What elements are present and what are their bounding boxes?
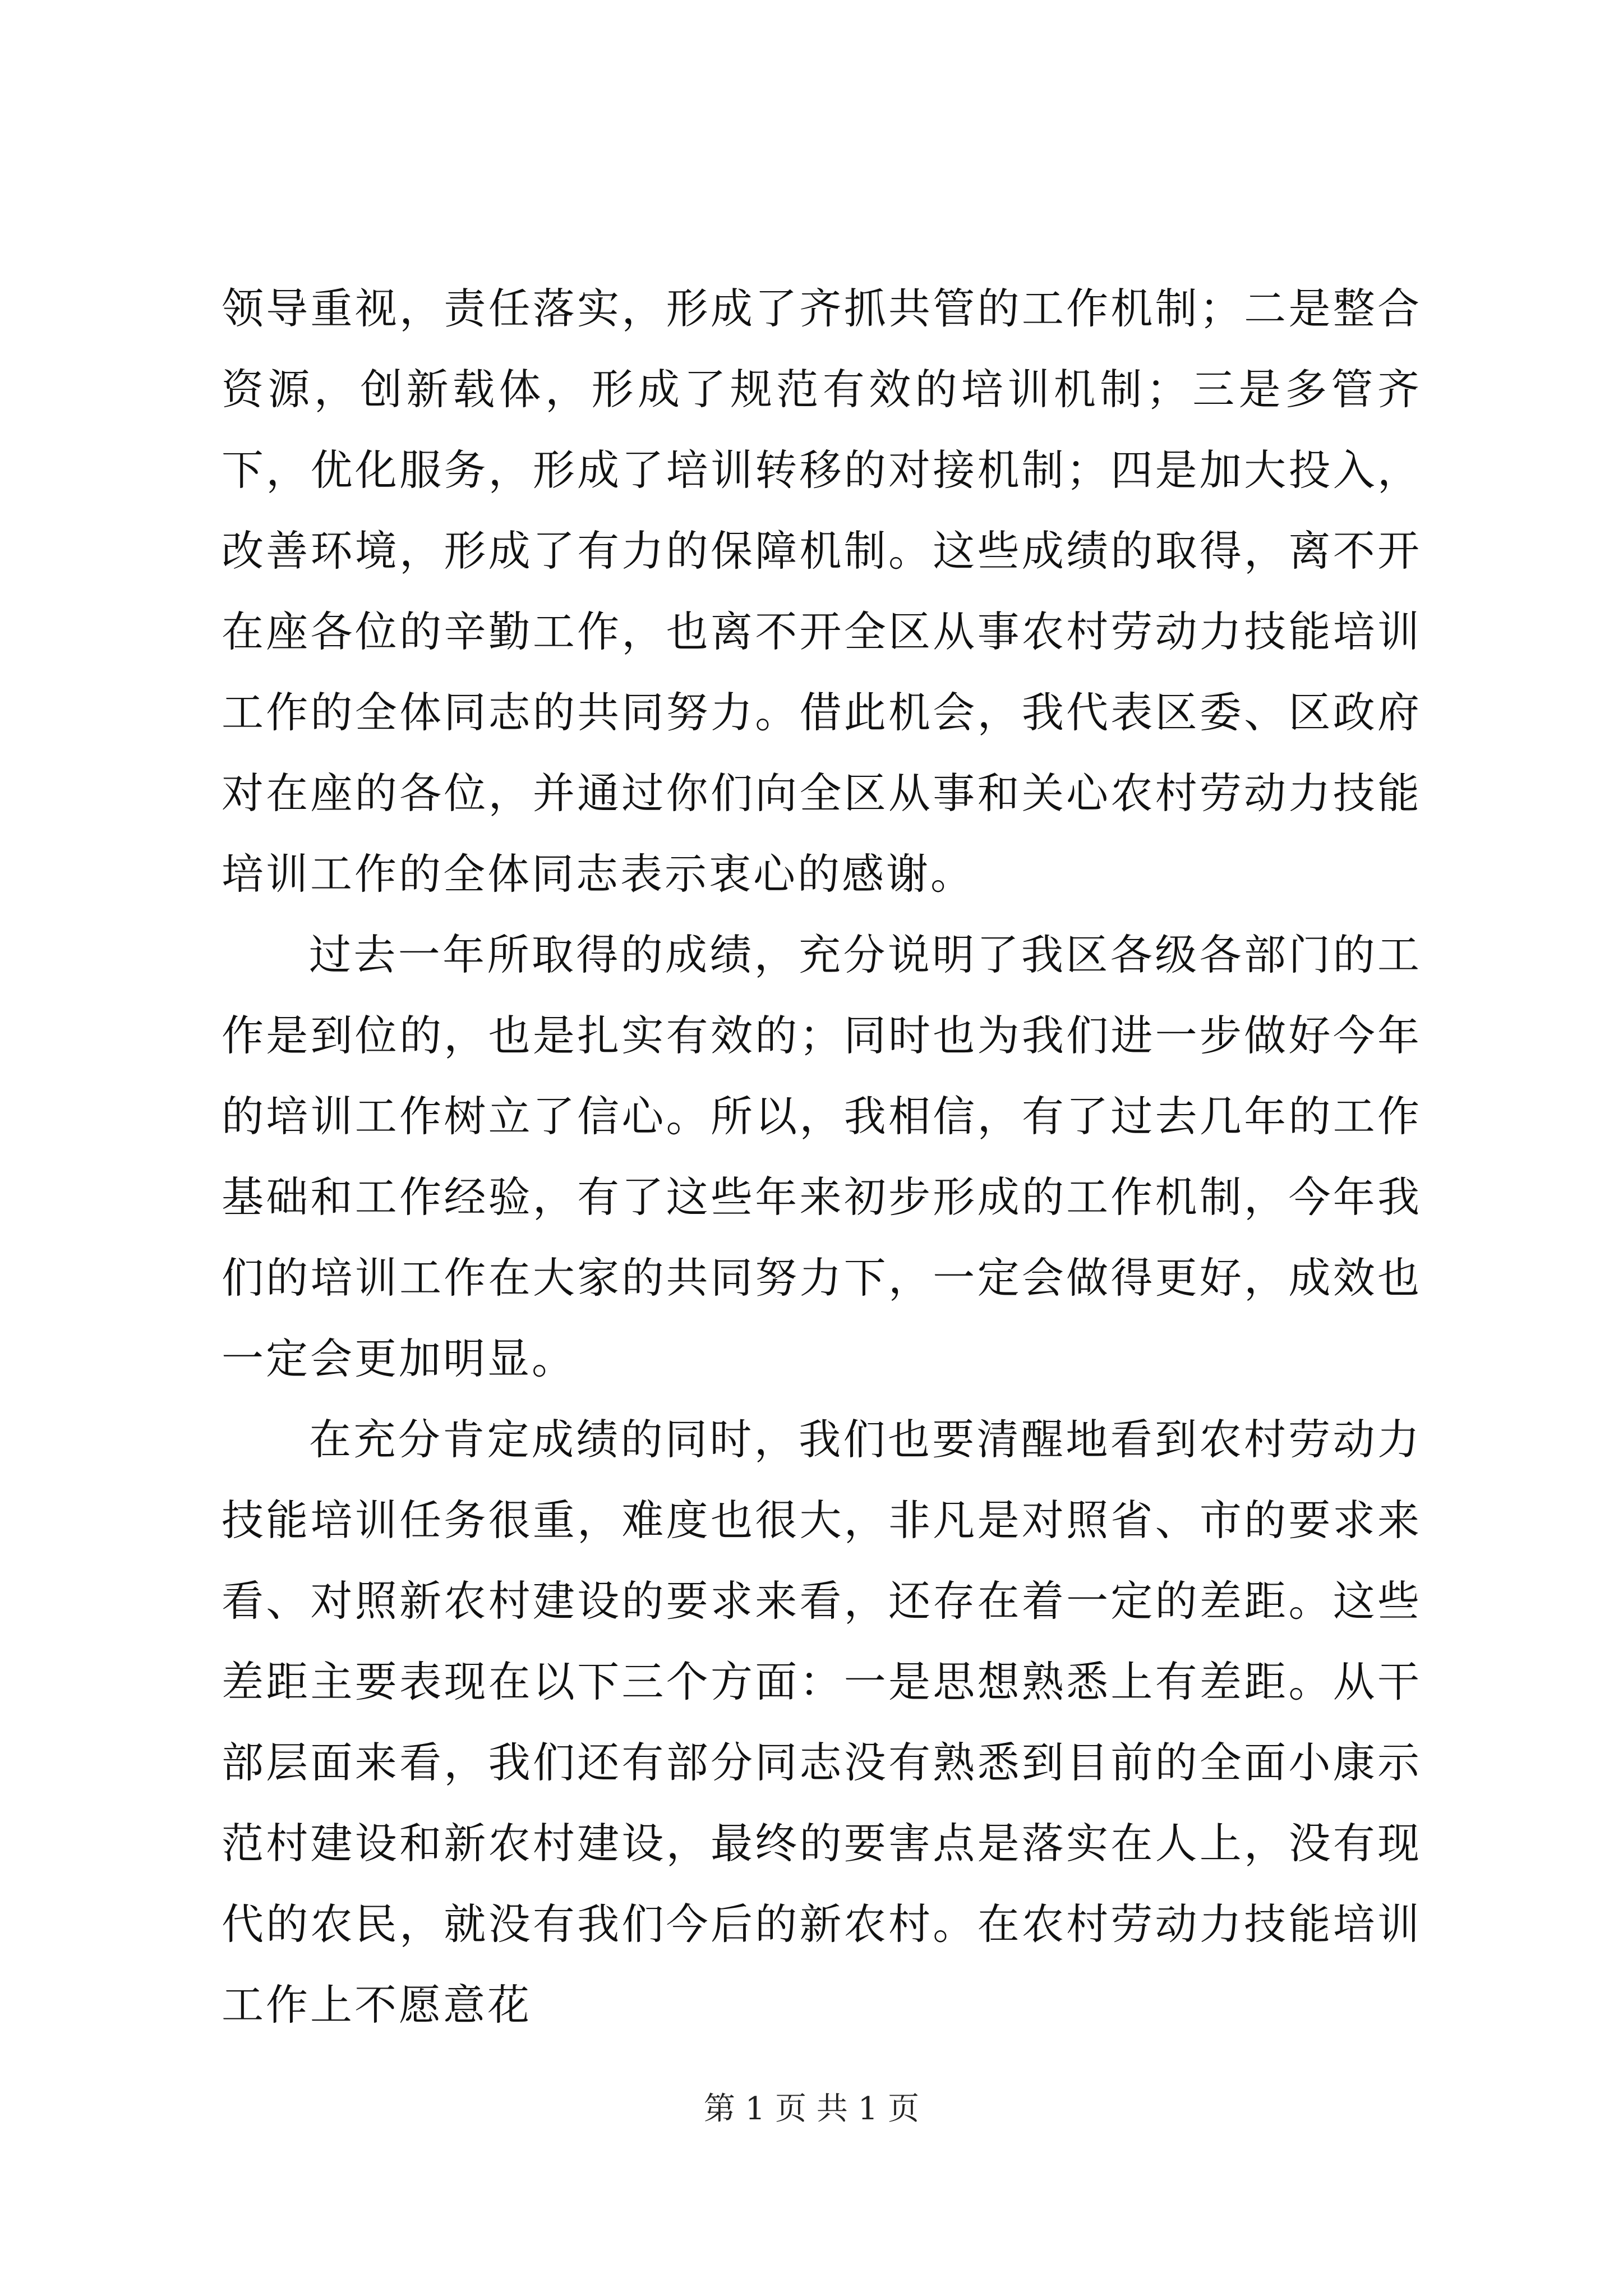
paragraph-1: 领导重视，责任落实，形成了齐抓共管的工作机制；二是整合资源，创新载体，形成了规范有效的培训机制；三是多管齐下，优化服务，形成了培训转移的对接机制；四是加大投入，改善环境，形成了有力的保障机制。这些成绩的取得，离不开在座各位的辛勤工作，也离不开全区从事农村劳动力技能培训工作的全体同志的共同努力。借此机会，我代表区委、区政府对在座的各位，并通过你们向全区从事和关心农村劳动力技能培训工作的全体同志表示衷心的感谢。: [222, 284, 1422, 899]
document-body: [222, 268, 1422, 2045]
page-footer: 第 1 页 共 1 页: [703, 2091, 920, 2127]
paragraph-2: 过去一年所取得的成绩，充分说明了我区各级各部门的工作是到位的，也是扎实有效的；同时也为我们进一步做好今年的培训工作树立了信心。所以，我相信，有了过去几年的工作基础和工作经验，有了这些年来初步形成的工作机制，今年我们的培训工作在大家的共同努力下，一定会做得更好，成效也一定会更加明显。: [222, 930, 1422, 1383]
paragraph-3: 在充分肯定成绩的同时，我们也要清醒地看到农村劳动力技能培训任务很重，难度也很大，非凡是对照省、市的要求来看、对照新农村建设的要求来看，还存在着一定的差距。这些差距主要表现在以下三个方面：一是思想熟悉上有差距。从干部层面来看，我们还有部分同志没有熟悉到目前的全面小康示范村建设和新农村建设，最终的要害点是落实在人上，没有现代的农民，就没有我们今后的新农村。在农村劳动力技能培训工作上不愿意花: [222, 1415, 1422, 2030]
